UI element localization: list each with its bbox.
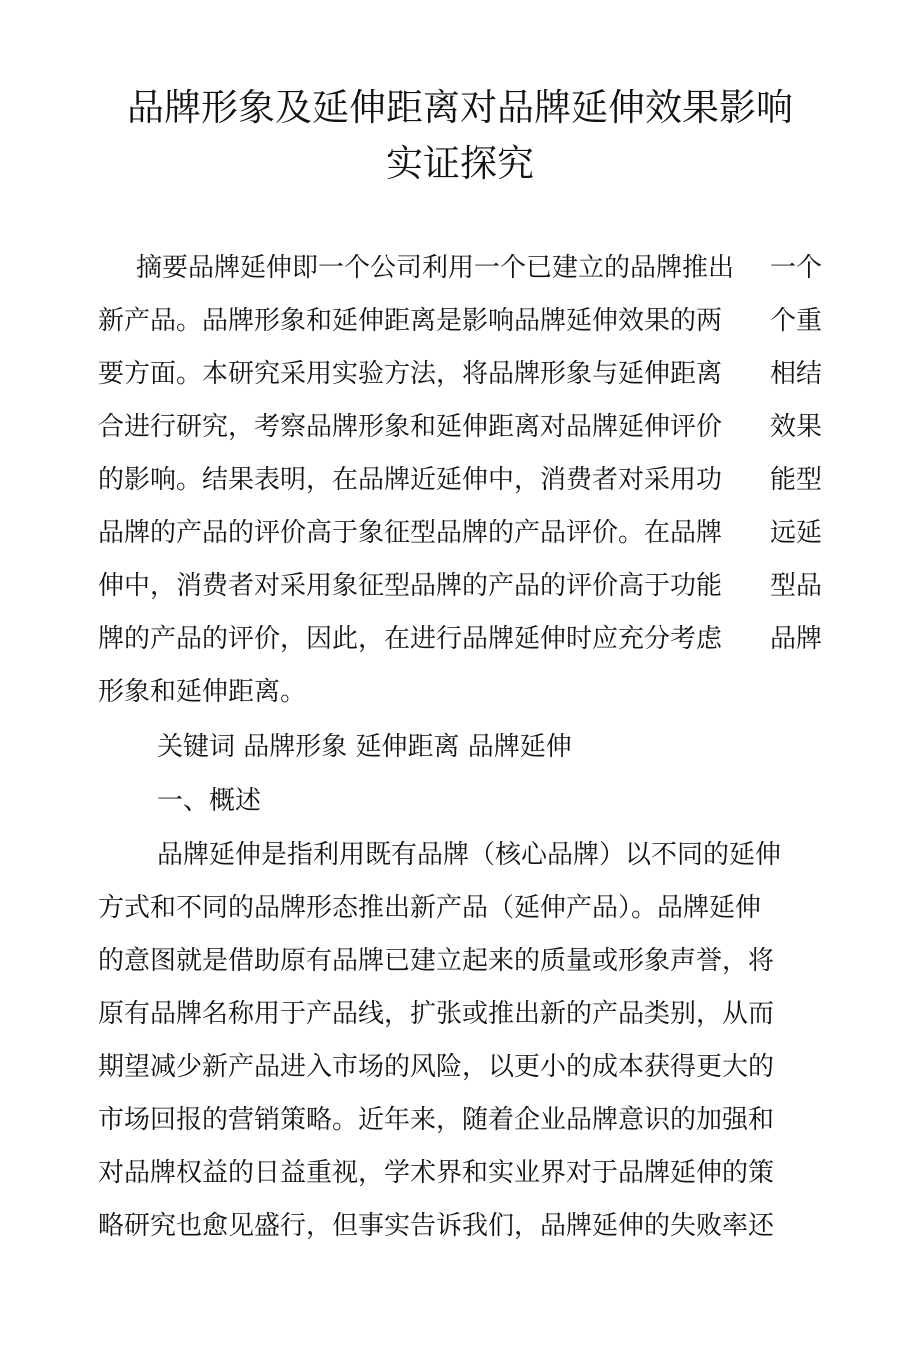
document-title-line-2: 实证探究 (386, 142, 534, 185)
body-line: 原有品牌名称用于产品线，扩张或推出新的产品类别，从而 (98, 999, 775, 1029)
abstract-line-left: 要方面。本研究采用实验方法，将品牌形象与延伸距离 (98, 359, 723, 389)
abstract-line-right: 远延 (769, 518, 822, 548)
abstract-line-right: 个重 (769, 306, 822, 336)
body-line: 市场回报的营销策略。近年来，随着企业品牌意识的加强和 (98, 1105, 775, 1135)
body-line: 的意图就是借助原有品牌已建立起来的质量或形象声誉，将 (98, 946, 775, 976)
abstract-line-left: 摘要品牌延伸即一个公司利用一个已建立的品牌推出 (136, 253, 735, 283)
abstract-line-left: 品牌的产品的评价高于象征型品牌的产品评价。在品牌 (98, 518, 723, 548)
abstract-line-right: 型品 (769, 571, 822, 601)
abstract-line-right: 一个 (769, 253, 822, 283)
abstract-line-left: 的影响。结果表明，在品牌近延伸中，消费者对采用功 (98, 465, 723, 495)
abstract-line-left: 合进行研究，考察品牌形象和延伸距离对品牌延伸评价 (98, 412, 723, 442)
abstract-line-right: 相结 (769, 359, 822, 389)
body-line: 对品牌权益的日益重视，学术界和实业界对于品牌延伸的策 (98, 1158, 775, 1188)
abstract-line-right: 品牌 (769, 624, 822, 654)
body-line: 略研究也愈见盛行，但事实告诉我们，品牌延伸的失败率还 (98, 1211, 775, 1241)
body-line: 品牌延伸是指利用既有品牌（核心品牌）以不同的延伸 (157, 840, 782, 870)
section-heading: 一、概述 (157, 786, 262, 816)
abstract-line-right: 效果 (769, 412, 822, 442)
abstract-line-left: 形象和延伸距离。 (98, 677, 307, 707)
keywords: 关键词 品牌形象 延伸距离 品牌延伸 (157, 732, 572, 762)
document-title-line-1: 品牌形象及延伸距离对品牌延伸效果影响 (127, 86, 793, 129)
body-line: 期望减少新产品进入市场的风险，以更小的成本获得更大的 (98, 1052, 775, 1082)
abstract-line-left: 伸中，消费者对采用象征型品牌的产品的评价高于功能 (98, 571, 723, 601)
abstract-line-left: 牌的产品的评价，因此，在进行品牌延伸时应充分考虑 (98, 624, 723, 654)
body-line: 方式和不同的品牌形态推出新产品（延伸产品）。品牌延伸 (98, 893, 762, 923)
abstract-line-left: 新产品。品牌形象和延伸距离是影响品牌延伸效果的两 (98, 306, 723, 336)
abstract-line-right: 能型 (769, 465, 822, 495)
